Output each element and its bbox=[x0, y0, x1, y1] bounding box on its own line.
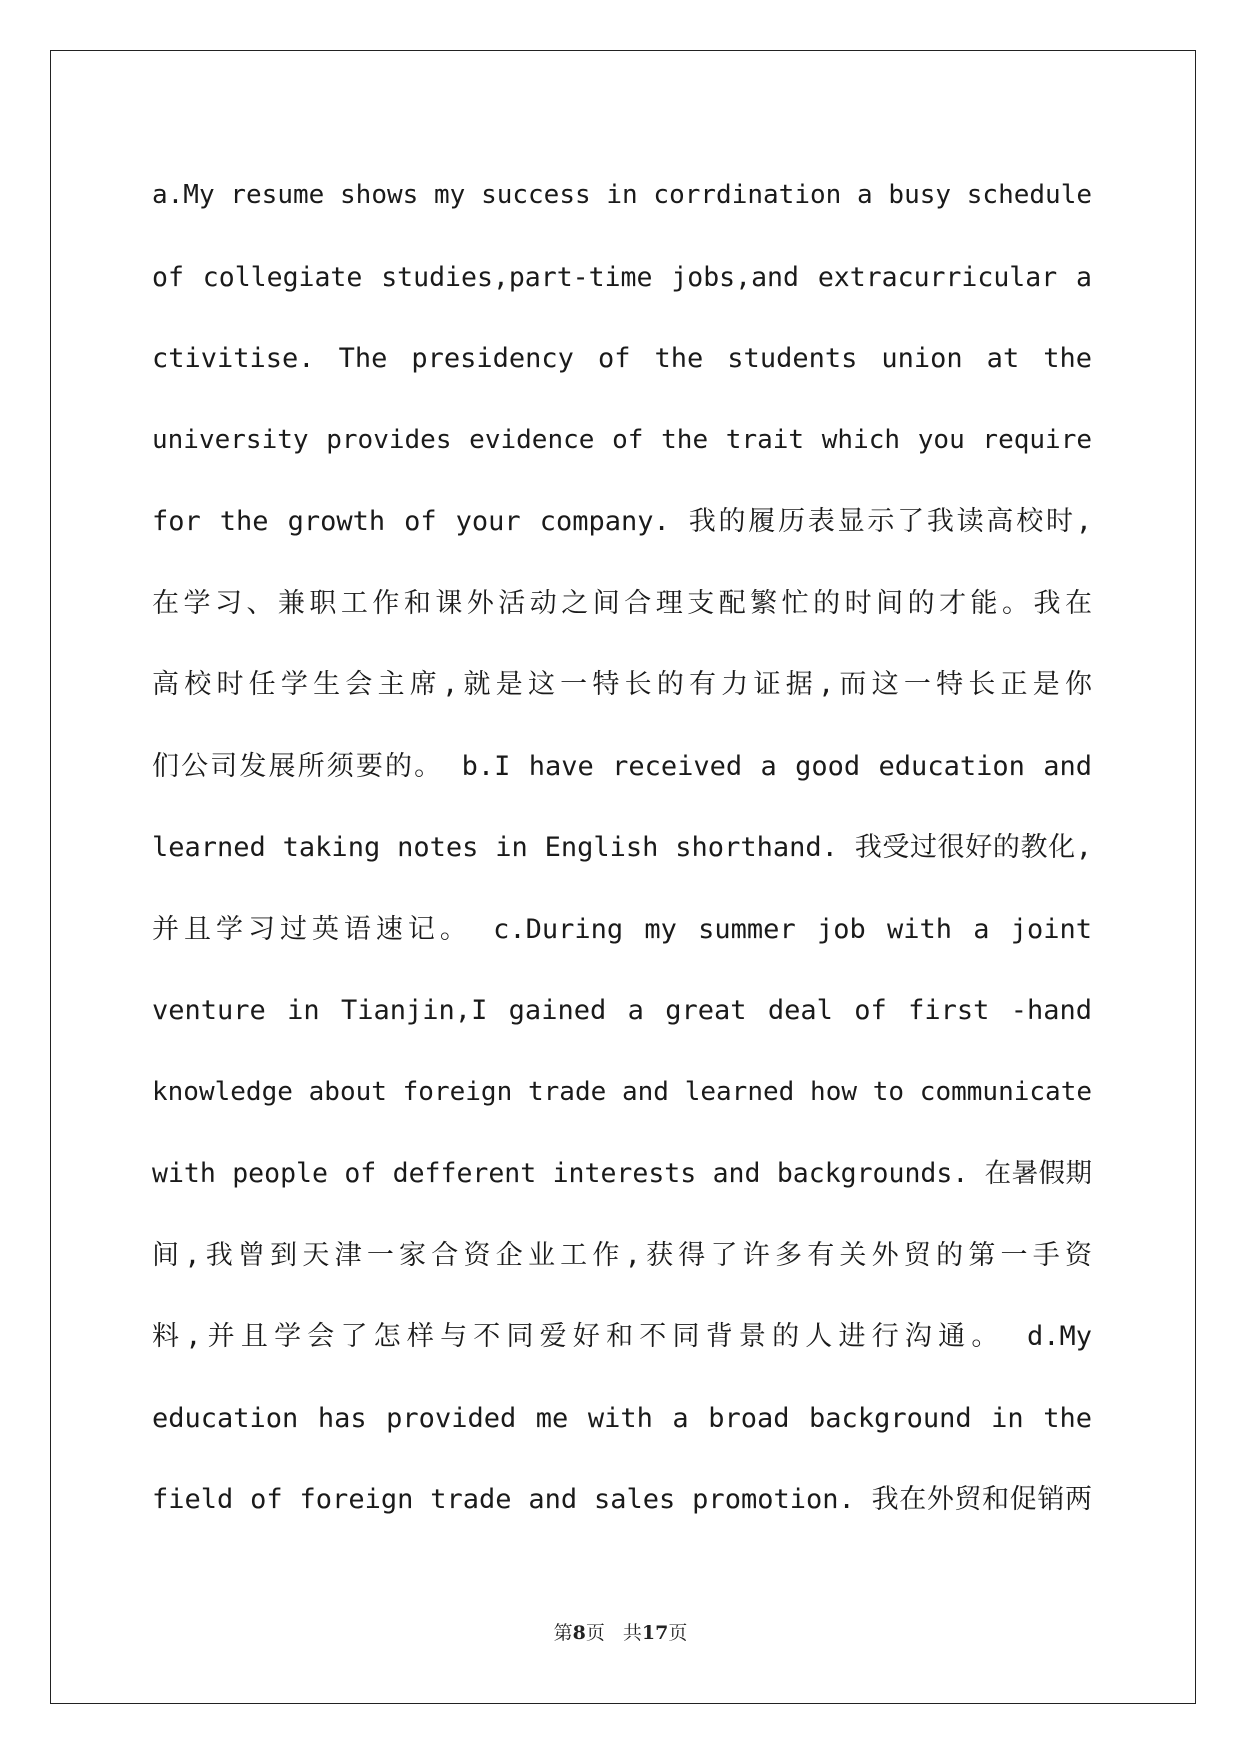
text-line: 料,并且学会了怎样与不同爱好和不同背景的人进行沟通。 d.My bbox=[152, 1321, 1092, 1352]
text-line: 并且学习过英语速记。 c.During my summer job with a joint bbox=[152, 913, 1092, 945]
text-line: 高校时任学生会主席,就是这一特长的有力证据,而这一特长正是你 bbox=[152, 669, 1092, 700]
text-line: 在学习、兼职工作和课外活动之间合理支配繁忙的时间的才能。我在 bbox=[152, 587, 1092, 619]
text-line: 们公司发展所须要的。 b.I have received a good education and bbox=[152, 750, 1092, 782]
total-prefix: 共 bbox=[622, 1622, 642, 1644]
text-line: 间,我曾到天津一家合资企业工作,获得了许多有关外贸的第一手资 bbox=[152, 1239, 1092, 1271]
page-footer bbox=[0, 1618, 1241, 1645]
page-prefix: 第 bbox=[553, 1622, 573, 1644]
text-line: university provides evidence of the trait which you require bbox=[152, 424, 1092, 455]
page-suffix: 页 bbox=[585, 1622, 605, 1644]
text-line: knowledge about foreign trade and learned how to communicate bbox=[152, 1076, 1092, 1107]
text-line: with people of defferent interests and backgrounds. 在暑假期 bbox=[152, 1158, 1092, 1189]
text-line: of collegiate studies,part-time jobs,and extracurricular a bbox=[152, 261, 1092, 293]
total-suffix: 页 bbox=[668, 1622, 688, 1644]
text-line: for the growth of your company. 我的履历表显示了我读高校时, bbox=[152, 506, 1092, 537]
text-line: a.My resume shows my success in corrdination a busy schedule bbox=[152, 180, 1092, 210]
text-line: education has provided me with a broad background in the bbox=[152, 1402, 1092, 1434]
text-line: field of foreign trade and sales promotion. 我在外贸和促销两 bbox=[152, 1484, 1092, 1515]
total-pages: 17 bbox=[641, 1622, 669, 1644]
text-line: venture in Tianjin,I gained a great deal of first -hand bbox=[152, 995, 1092, 1026]
text-line: ctivitise. The presidency of the students union at the bbox=[152, 343, 1092, 374]
body-text bbox=[152, 155, 1092, 1541]
text-line: learned taking notes in English shorthand. 我受过很好的教化, bbox=[152, 832, 1092, 863]
page-number: 8 bbox=[572, 1622, 586, 1644]
